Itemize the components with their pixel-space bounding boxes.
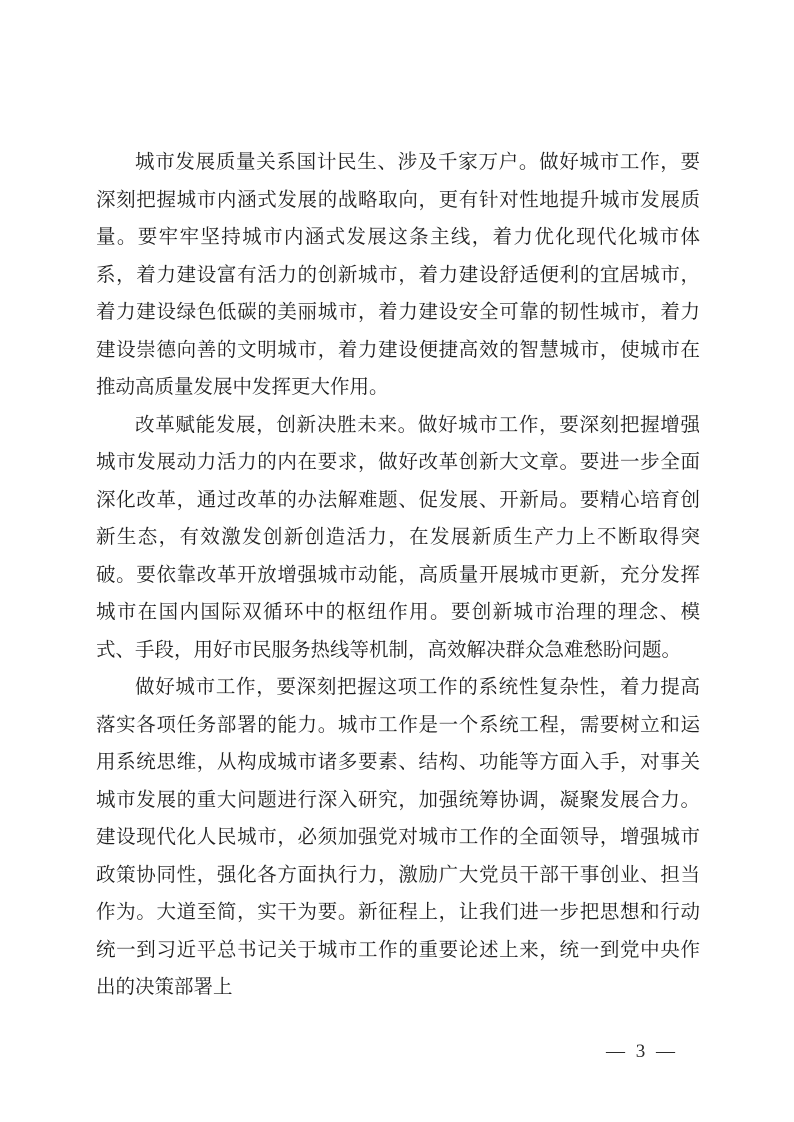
paragraph: 改革赋能发展，创新决胜未来。做好城市工作，要深刻把握增强城市发展动力活力的内在要求，做好改革创新大文章。要进一步全面深化改革，通过改革的办法解难题、促发展、开新局。要精心培育创新生态，有效激发创新创造活力，在发展新质生产力上不断取得突破。要依靠改革开放增强城市动能，高质量开展城市更新，充分发挥城市在国内国际双循环中的枢纽作用。要创新城市治理的理念、模式、手段，用好市民服务热线等机制，高效解决群众急难愁盼问题。 [96, 414, 700, 661]
page-footer [606, 1040, 678, 1064]
document-body [96, 144, 700, 1007]
paragraph: 做好城市工作，要深刻把握这项工作的系统性复杂性，着力提高落实各项任务部署的能力。城市工作是一个系统工程，需要树立和运用系统思维，从构成城市诸多要素、结构、功能等方面入手，对事关城市发展的重大问题进行深入研究，加强统筹协调，凝聚发展合力。建设现代化人民城市，必须加强党对城市工作的全面领导，增强城市政策协同性，强化各方面执行力，激励广大党员干部干事创业、担当作为。大道至简，实干为要。新征程上，让我们进一步把思想和行动统一到习近平总书记关于城市工作的重要论述上来，统一到党中央作出的决策部署上 [96, 677, 700, 998]
paragraph: 城市发展质量关系国计民生、涉及千家万户。做好城市工作，要深刻把握城市内涵式发展的战略取向，更有针对性地提升城市发展质量。要牢牢坚持城市内涵式发展这条主线，着力优化现代化城市体系，着力建设富有活力的创新城市，着力建设舒适便利的宜居城市，着力建设绿色低碳的美丽城市，着力建设安全可靠的韧性城市，着力建设崇德向善的文明城市，着力建设便捷高效的智慧城市，使城市在推动高质量发展中发挥更大作用。 [96, 152, 700, 398]
page-number: — 3 — [606, 1041, 678, 1062]
